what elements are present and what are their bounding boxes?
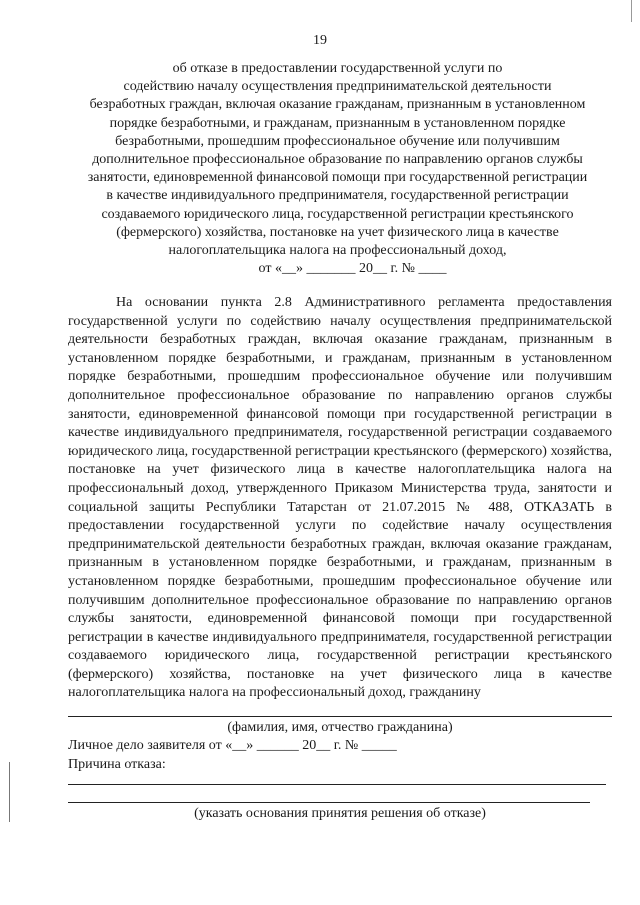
header-line: об отказе в предоставлении государственной услуги по <box>172 61 503 76</box>
header-line: содействию началу осуществления предпринимательской деятельности <box>123 79 552 95</box>
header-line: (фермерского) хозяйства, постановке на учет физического лица в качестве <box>116 224 559 240</box>
header-line: порядке безработными, и гражданам, признанным в установленном порядке <box>109 115 566 131</box>
header-line: безработными, прошедшим профессиональное обучение или получившим <box>115 133 560 149</box>
header-line: безработных граждан, включая оказание гражданам, признанным в установленном <box>89 97 586 113</box>
reason-fill-line-1 <box>68 784 606 785</box>
header-line: налогоплательщика налога на профессиональный доход, <box>168 243 507 259</box>
scan-edge-mark <box>631 0 640 22</box>
header-line: дополнительное профессиональное образование по направлению органов службы <box>92 152 583 168</box>
decision-body-text: На основании пункта 2.8 Административного регламента предоставления государственной услуги по содействию началу осуществления предпринимательской деятельности безработных граждан, включая оказание гражданам, признанным в установленном порядке безработными, и гражданам, признанным в установленном порядке безработными, прошедшим профессиональное обучение или получившим дополнительное профессиональное образование по направлению органов службы занятости, единовременной финансовой помощи при государственной регистрации в качестве индивидуального предпринимателя, государственной регистрации создаваемого юридического лица, государственной регистрации крестьянского (фермерского) хозяйства, постановке на учет физического лица в качестве налогоплательщика налога на профессиональный доход, утвержденного Приказом Министерства труда, занятости и социальной защиты Республики Татарстан от 21.07.2015 № 488, ОТКАЗАТЬ в предоставлении государственной услуги по содействие началу осуществления предпринимательской деятельности безработных граждан, включая оказание гражданам, признанным в установленном порядке безработными, и гражданам, признанным в установленном порядке безработными, прошедшим профессиональное обучение или получившим дополнительное профессиональное образование по направлению органов службы занятости, единовременной финансовой помощи при государственной регистрации в качестве индивидуального предпринимателя, государственной регистрации создаваемого юридического лица, государственной регистрации крестьянского (фермерского) хозяйства, постановке на учет физического лица в качестве налогоплательщика налога на профессиональный доход, гражданину <box>68 295 612 701</box>
basis-caption: (указать основания принятия решения об отказе) <box>194 806 486 821</box>
fio-caption: (фамилия, имя, отчество гражданина) <box>227 720 453 735</box>
document-header <box>60 60 615 278</box>
scan-margin-mark <box>9 762 10 822</box>
reason-fill-line-2 <box>68 802 590 803</box>
header-line: занятости, единовременной финансовой помощи при государственной регистрации <box>87 170 588 186</box>
page-number: 19 <box>313 33 327 48</box>
fio-fill-line <box>68 716 612 717</box>
header-line: создаваемого юридического лица, государственной регистрации крестьянского <box>101 206 574 222</box>
header-date-line: от «__» _______ 20__ г. № ____ <box>258 261 447 277</box>
header-line: в качестве индивидуального предпринимателя, государственной регистрации <box>106 188 569 204</box>
refusal-reason-label: Причина отказа: <box>68 757 166 772</box>
personal-file-line: Личное дело заявителя от «__» ______ 20__ г. № _____ <box>68 738 397 753</box>
